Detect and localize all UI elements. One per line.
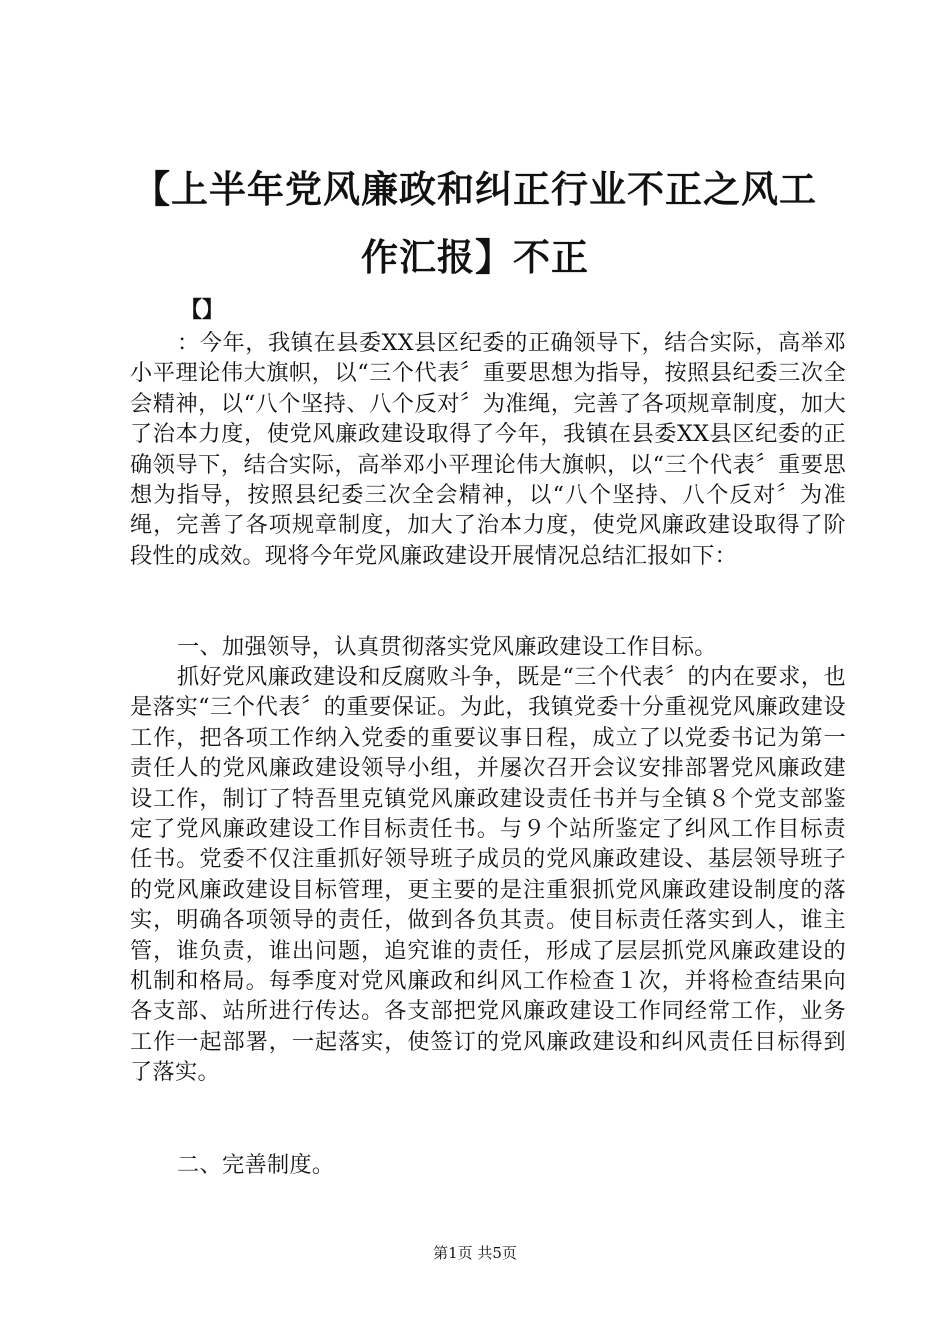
section-1-paragraph: 抓好党风廉政建设和反腐败斗争，既是“三个代表〞的内在要求，也是落实“三个代表〞的重要保证。为此，我镇党委十分重视党风廉政建设工作，把各项工作纳入党委的重要议事日程，成立了以党委书记为第一责任人的党风廉政建设领导小组，并屡次召开会议安排部署党风廉政建设工作，制订了特吾里克镇党风廉政建设责任书并与全镇８个党支部鉴定了党风廉政建设工作目标责任书。与９个站所鉴定了纠风工作目标责任书。党委不仅注重抓好领导班子成员的党风廉政建设、基层领导班子的党风廉政建设目标管理，更主要的是注重狠抓党风廉政建设制度的落实，明确各项领导的责任，做到各负其责。使目标责任落实到人，谁主管，谁负责，谁出问题，追究谁的责任，形成了层层抓党风廉政建设的机制和格局。每季度对党风廉政和纠风工作检查１次，并将检查结果向各支部、站所进行传达。各支部把党风廉政建设工作同经常工作，业务工作一起部署，一起落实，使签订的党风廉政建设和纠风责任目标得到了落实。 [130,664,846,1086]
page-footer: 第1页 共5页 [433,1244,517,1262]
section-heading-1: 一、加强领导，认真贯彻落实党风廉政建设工作目标。 [177,634,717,660]
bracket-placeholder: 【】 [180,297,225,323]
document-title: 【上半年党风廉政和纠正行业不正之风工作汇报】不正 [133,167,817,279]
intro-paragraph: ：今年，我镇在县委XX县区纪委的正确领导下，结合实际，高举邓小平理论伟大旗帜，以“三个代表〞重要思想为指导，按照县纪委三次全会精神，以“八个坚持、八个反对〞为准绳，完善了各项规章制度，加大了治本力度，使党风廉政建设取得了今年，我镇在县委XX县区纪委的正确领导下，结合实际，高举邓小平理论伟大旗帜，以“三个代表〞重要思想为指导，按照县纪委三次全会精神，以“八个坚持、八个反对〞为准绳，完善了各项规章制度，加大了治本力度，使党风廉政建设取得了阶段性的成效。现将今年党风廉政建设开展情况总结汇报如下： [130,330,846,569]
section-heading-2: 二、完善制度。 [177,1152,335,1178]
